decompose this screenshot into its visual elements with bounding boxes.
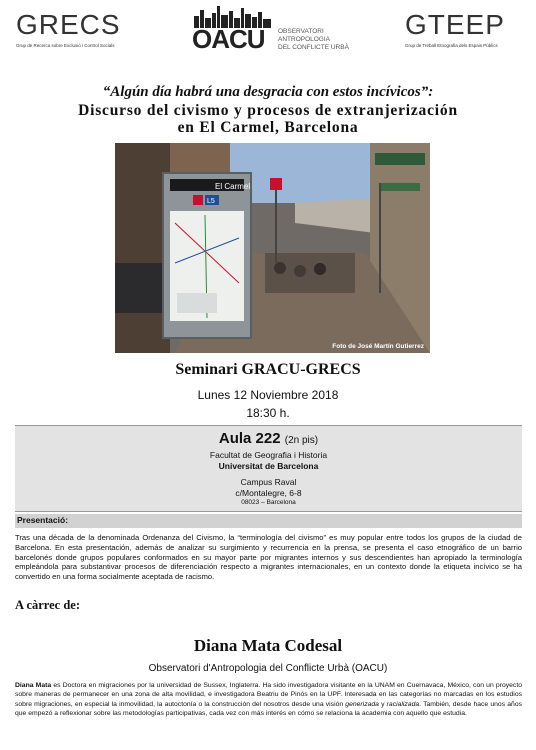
title-main-line-2: en El Carmel, Barcelona xyxy=(177,119,359,136)
seminar-title: Seminari GRACU-GRECS xyxy=(175,361,361,378)
oacu-sub-line-3: DEL CONFLICTE URBÀ xyxy=(278,44,349,51)
venue-address: c/Montalegre, 6-8 xyxy=(235,488,302,498)
room-floor: (2n pis) xyxy=(284,435,319,446)
venue-box xyxy=(15,425,522,512)
venue-university: Universitat de Barcelona xyxy=(218,461,319,471)
grecs-logo xyxy=(16,10,136,49)
event-date: Lunes 12 Noviembre 2018 xyxy=(197,388,339,402)
grecs-logo-subtitle: Grup de Recerca sobre Exclusió i Control Socials xyxy=(16,43,115,48)
oacu-logo-subtitle xyxy=(278,28,349,52)
bio-name: Diana Mata xyxy=(15,682,52,689)
venue-postcode: 08023 – Barcelona xyxy=(241,499,296,506)
title-main xyxy=(0,102,536,136)
room-name: Aula 222 xyxy=(218,430,281,447)
bio-text-2: . También, desde hace unos años que empezó a reflexionar sobre las metodologías participativas, cada vez con más interés en cómo se relaciona la academia con aquello que estudia. xyxy=(15,700,522,718)
title-main-line-1: Discurso del civismo y procesos de extranjerización xyxy=(78,102,458,119)
speaker-bio xyxy=(15,681,522,719)
oacu-logo-name: OACU xyxy=(192,24,265,54)
grecs-logo-name: GRECS xyxy=(16,9,121,40)
photo-credit: Foto de José Martín Gutierrez xyxy=(332,343,424,350)
presentation-label: Presentació: xyxy=(17,515,69,525)
venue-campus: Campus Raval xyxy=(240,477,297,487)
title-quote: “Algún día habrá una desgracia con estos incívicos”: xyxy=(102,84,434,100)
oacu-sub-line-2: ANTROPOLOGIA xyxy=(278,36,331,43)
sign-station-label: El Carmel xyxy=(215,182,251,191)
sign-line-label: L5 xyxy=(207,198,215,205)
speaker-label: A càrrec de: xyxy=(15,598,81,612)
presentation-text: Tras una década de la denominada Ordenanza del Civismo, la “terminología del civismo” es muy popular entre todos los grupos de la ciudad de Barcelona. En esta presentación, además de analizar su surgimiento y recurrencia en la prensa, se presenta el caso etnográfico de un barrio barcelonés donde grupos populares conformados en su mayor parte por migrantes internos y sus descendientes han apropiado la terminología empleándola para substantivar procesos de diferenciación respecto a migrantes internacionales, en un contexto donde la etiqueta incívico se ha convertido en una forma socialmente aceptada de racismo. xyxy=(15,533,522,582)
bio-text-1: es Doctora en migraciones por la universidad de Sussex, Inglaterra. Ha sido investigadora visitante en la UNAM en Cuernavaca, México, con un proyecto sobre maneras de permanecer en una zona de alta movilidad, e investigadora Beatriu de Pinós en la UPF. Interesada en las categorías no marcadas en los estudios sobre migraciones, en especial la inmovilidad, la autoctonía o la construcción del nosotros desde una visión xyxy=(15,682,522,708)
bio-emphasis-1: generizada xyxy=(345,700,379,708)
presentation-header xyxy=(15,514,522,528)
gteep-logo-subtitle: Grup de Treball Etnografia dels Espais Públics xyxy=(405,43,498,48)
bio-emphasis-2: racializada xyxy=(386,700,420,708)
gteep-logo-name: GTEEP xyxy=(405,9,505,40)
venue-faculty: Facultat de Geografia i Historia xyxy=(209,450,328,460)
speaker-organization: Observatori d'Antropologia del Conflicte Urbà (OACU) xyxy=(148,663,388,674)
bio-text-mid: y xyxy=(378,700,387,708)
venue-room xyxy=(15,430,522,447)
street-photo xyxy=(115,143,430,353)
oacu-sub-line-1: OBSERVATORI xyxy=(278,28,324,35)
street-scene-image xyxy=(115,143,430,353)
gteep-logo xyxy=(405,10,530,49)
oacu-logo xyxy=(192,6,362,52)
event-time: 18:30 h. xyxy=(246,406,290,420)
speaker-name: Diana Mata Codesal xyxy=(193,636,343,655)
